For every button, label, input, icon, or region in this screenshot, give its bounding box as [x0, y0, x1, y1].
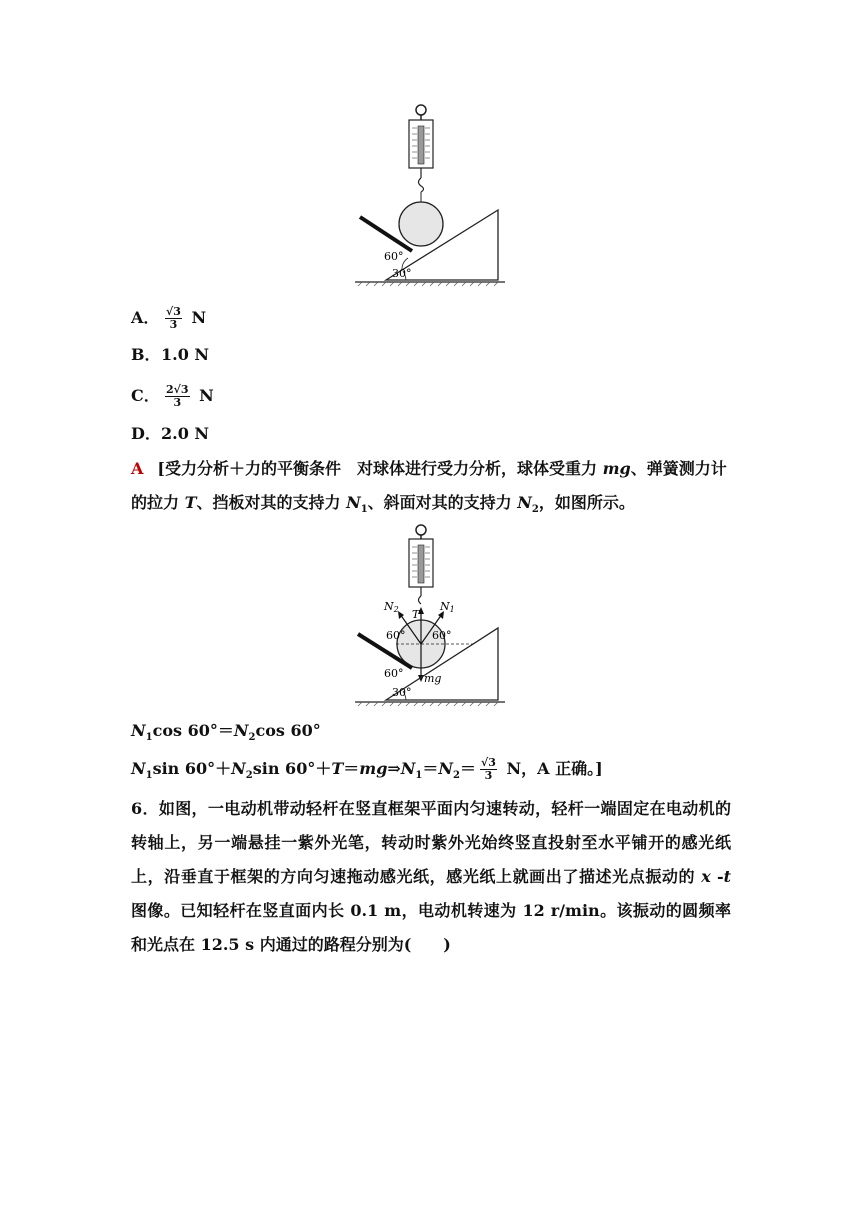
angle-60-label: 60° — [384, 250, 404, 263]
answer-heading: 受力分析＋力的平衡条件 — [165, 459, 342, 478]
option-d: D．2.0 N — [131, 424, 210, 443]
answer-explanation: A [受力分析＋力的平衡条件 对球体进行受力分析，球体受重力 mg、弹簧测力计的拉力 T、挡板对其的支持力 $N_1$、斜面对其的支持力 $N_2$，如图所示。 — [131, 459, 727, 516]
force-t-label: T — [412, 608, 420, 621]
angle-lower-label: 60° — [384, 667, 404, 680]
answer-letter: A — [131, 459, 144, 478]
angle-30-label: 30° — [392, 267, 412, 280]
angle-left-label: 60° — [386, 629, 406, 642]
option-a: A． $\frac{√3}{3}$ N — [131, 305, 207, 331]
option-c-fraction: $\frac{2√3}{3}$ — [166, 383, 189, 409]
angle-bottom-label: 30° — [392, 686, 412, 699]
force-n1-label: N1 — [440, 600, 455, 614]
equation-1: $N_1\cos$ $60^\circ=N_2\cos$ 60° — [131, 721, 321, 744]
figure-force-diagram — [350, 522, 510, 712]
force-mg-label: mg — [424, 672, 442, 685]
option-a-fraction: $\frac{√3}{3}$ — [166, 305, 181, 331]
question-6: 6．如图，一电动机带动轻杆在竖直框架平面内匀速转动，轻杆一端固定在电动机的转轴上，另一端悬挂一紫外光笔，转动时紫外光始终竖直投射至水平铺开的感光纸上，沿垂直于框架的方向匀速拖动感光纸，感光纸上就画出了描述光点振动的 x -t 图像。已知轻杆在竖直面内长 0.1 m，电动机转速为 12 r/min。该振动的圆频率和光点在 12.5 s 内通过的路程分别为( ) — [131, 799, 731, 954]
angle-right-label: 60° — [432, 629, 452, 642]
option-b: B．1.0 N — [131, 345, 210, 364]
force-n2-label: N2 — [384, 600, 399, 614]
equation-2: $N_1\sin$ $60^\circ+N_2\sin$ $60^\circ+T=mg\Rightarrow N_1=N_2=$ $\frac{√3}{3}$ N，A 正确。] — [131, 756, 603, 782]
figure-spring-scale-incline — [350, 100, 510, 290]
equation-2-fraction: $\frac{√3}{3}$ — [481, 756, 496, 782]
option-c: C． $\frac{2√3}{3}$ N — [131, 383, 214, 409]
